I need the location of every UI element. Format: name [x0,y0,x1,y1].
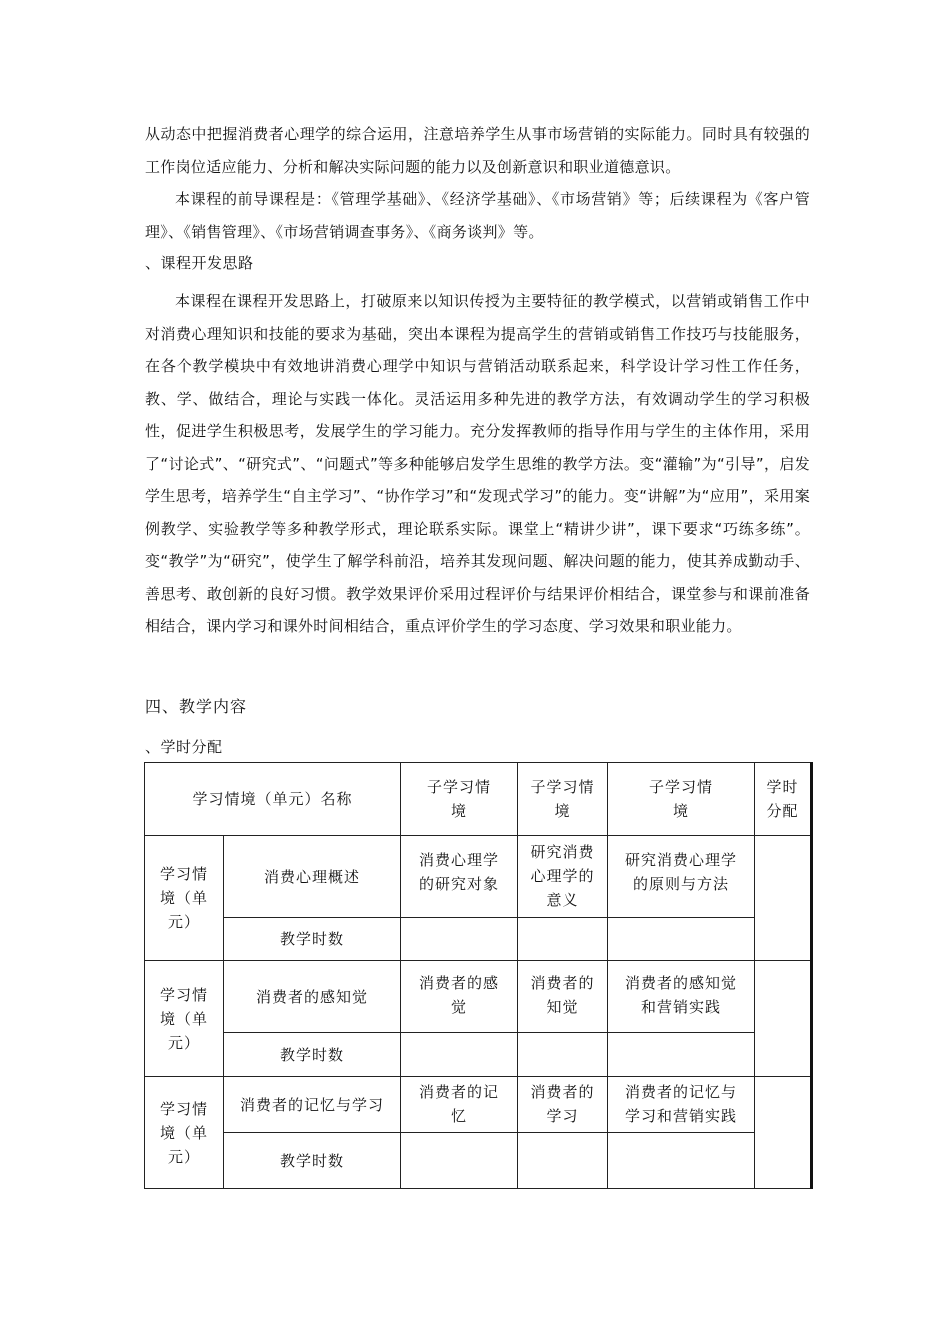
hours-cell [755,961,812,1077]
table-row [145,961,812,1033]
paragraph-development-approach: 本课程在课程开发思路上，打破原来以知识传授为主要特征的教学模式，以营销或销售工作中对消费心理知识和技能的要求为基础，突出本课程为提高学生的营销或销售工作技巧与技能服务，在各个教学模块中有效地讲消费心理学中知识与营销活动联系起来，科学设计学习性工作任务，教、学、做结合，理论与实践一体化。灵活运用多种先进的教学方法，有效调动学生的学习积极性，促进学生积极思考，发展学生的学习能力。充分发挥教师的指导作用与学生的主体作用，采用了“讨论式”、“研究式”、“问题式”等多种能够启发学生思维的教学方法。变“灌输”为“引导”，启发学生思考，培养学生“自主学习”、“协作学习”和“发现式学习”的能力。变“讲解”为“应用”，采用案例教学、实验教学等多种教学形式，理论联系实际。课堂上“精讲少讲”，课下要求“巧练多练”。变“教学”为“研究”，使学生了解学科前沿，培养其发现问题、解决问题的能力，使其养成勤动手、善思考、敢创新的良好习惯。教学效果评价采用过程评价与结果评价相结合，课堂参与和课前准备相结合，课内学习和课外时间相结合，重点评价学生的学习态度、学习效果和职业能力。 [145,292,810,635]
paragraph-prerequisite-courses: 本课程的前导课程是：《管理学基础》、《经济学基础》、《市场营销》等；后续课程为《客户管理》、《销售管理》、《市场营销调查事务》、《商务谈判》等。 [145,190,810,241]
unit-label-cell: 学习情境（单元） [145,1077,224,1189]
hours-value-cell [518,1033,608,1077]
hours-value-cell [401,1033,518,1077]
header-sub-situation-1: 子学习情境 [401,763,518,836]
hours-allocation-table [144,762,813,1189]
table-row [145,1077,812,1133]
hours-value-cell [401,1133,518,1189]
unit-label-cell: 学习情境（单元） [145,836,224,961]
hours-value-cell [518,918,608,961]
hours-cell [755,836,812,961]
header-sub-situation-3: 子学习情境 [608,763,755,836]
table-row [145,836,812,918]
hours-value-cell [401,918,518,961]
sub-situation-cell: 研究消费心理学的原则与方法 [608,836,755,918]
sub-situation-cell: 消费者的记忆与学习和营销实践 [608,1077,755,1133]
sub-situation-cell: 消费者的感知觉和营销实践 [608,961,755,1033]
teaching-hours-label: 教学时数 [224,918,401,961]
hours-value-cell [608,1133,755,1189]
section-course-development: 、课程开发思路 [145,254,254,272]
sub-situation-cell: 消费心理学的研究对象 [401,836,518,918]
table-row [145,1133,812,1189]
unit-name-cell: 消费者的感知觉 [224,961,401,1033]
table-row [145,1033,812,1077]
unit-name-cell: 消费者的记忆与学习 [224,1077,401,1133]
table-header-row [145,763,812,836]
sub-situation-cell: 消费者的感觉 [401,961,518,1033]
table-row [145,918,812,961]
sub-situation-cell: 消费者的知觉 [518,961,608,1033]
sub-situation-cell: 研究消费心理学的意义 [518,836,608,918]
hours-value-cell [608,1033,755,1077]
header-sub-situation-2: 子学习情境 [518,763,608,836]
sub-situation-cell: 消费者的记忆 [401,1077,518,1133]
unit-name-cell: 消费心理概述 [224,836,401,918]
unit-label-cell: 学习情境（单元） [145,961,224,1077]
hours-value-cell [608,918,755,961]
teaching-hours-label: 教学时数 [224,1033,401,1077]
header-unit-name: 学习情境（单元）名称 [145,763,401,836]
section-teaching-content: 四、教学内容 [145,697,248,716]
hours-value-cell [518,1133,608,1189]
hours-cell [755,1077,812,1189]
paragraph-ability: 从动态中把握消费者心理学的综合运用，注意培养学生从事市场营销的实际能力。同时具有较强的工作岗位适应能力、分析和解决实际问题的能力以及创新意识和职业道德意识。 [145,125,810,176]
teaching-hours-label: 教学时数 [224,1133,401,1189]
sub-situation-cell: 消费者的学习 [518,1077,608,1133]
header-hours-allocation: 学时分配 [755,763,812,836]
section-hours-allocation: 、学时分配 [145,738,223,756]
